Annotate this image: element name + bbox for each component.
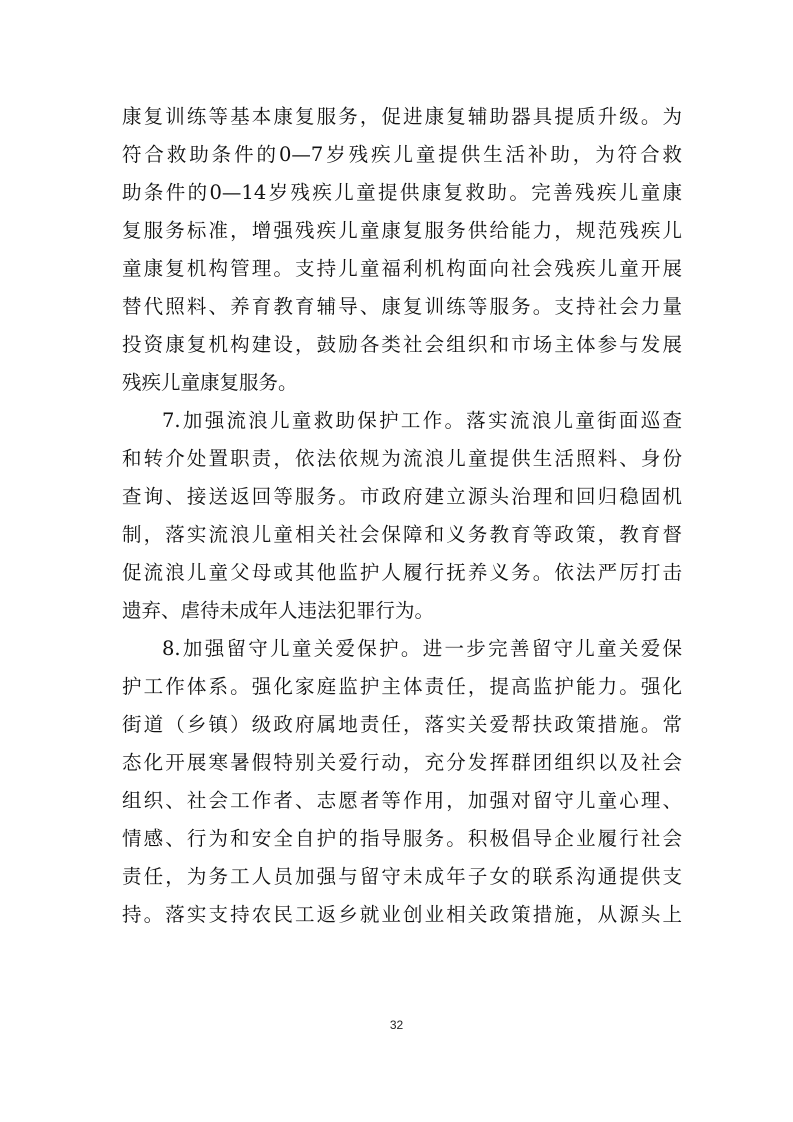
body-line: 投资康复机构建设，鼓励各类社会组织和市场主体参与发展 (122, 333, 682, 356)
body-line: 助条件的0—14岁残疾儿童提供康复救助。完善残疾儿童康 (122, 181, 682, 204)
paragraph-heading-line: 7.加强流浪儿童救助保护工作。落实流浪儿童街面巡查 (162, 409, 682, 432)
page-number: 32 (389, 1018, 404, 1032)
body-line: 残疾儿童康复服务。 (122, 371, 298, 394)
document-body (122, 98, 682, 934)
body-line: 符合救助条件的0—7岁残疾儿童提供生活补助，为符合救 (122, 143, 682, 166)
body-line: 持。落实支持农民工返乡就业创业相关政策措施，从源头上 (122, 903, 682, 926)
body-line: 查询、接送返回等服务。市政府建立源头治理和回归稳固机 (122, 485, 682, 508)
body-line: 护工作体系。强化家庭监护主体责任，提高监护能力。强化 (122, 675, 682, 698)
paragraph-heading-line: 8.加强留守儿童关爱保护。进一步完善留守儿童关爱保 (162, 637, 682, 660)
body-line: 复服务标准，增强残疾儿童康复服务供给能力，规范残疾儿 (122, 219, 682, 242)
body-line: 情感、行为和安全自护的指导服务。积极倡导企业履行社会 (122, 827, 682, 850)
body-line: 态化开展寒暑假特别关爱行动，充分发挥群团组织以及社会 (122, 751, 682, 774)
body-line: 替代照料、养育教育辅导、康复训练等服务。支持社会力量 (122, 295, 682, 318)
body-line: 街道（乡镇）级政府属地责任，落实关爱帮扶政策措施。常 (122, 713, 682, 736)
body-line: 促流浪儿童父母或其他监护人履行抚养义务。依法严厉打击 (122, 561, 682, 584)
body-line: 遗弃、虐待未成年人违法犯罪行为。 (122, 599, 435, 622)
body-line: 康复训练等基本康复服务，促进康复辅助器具提质升级。为 (122, 105, 682, 128)
body-line: 童康复机构管理。支持儿童福利机构面向社会残疾儿童开展 (122, 257, 682, 280)
body-line: 和转介处置职责，依法依规为流浪儿童提供生活照料、身份 (122, 447, 682, 470)
body-line: 制，落实流浪儿童相关社会保障和义务教育等政策，教育督 (122, 523, 682, 546)
body-line: 责任，为务工人员加强与留守未成年子女的联系沟通提供支 (122, 865, 682, 888)
body-line: 组织、社会工作者、志愿者等作用，加强对留守儿童心理、 (122, 789, 682, 812)
